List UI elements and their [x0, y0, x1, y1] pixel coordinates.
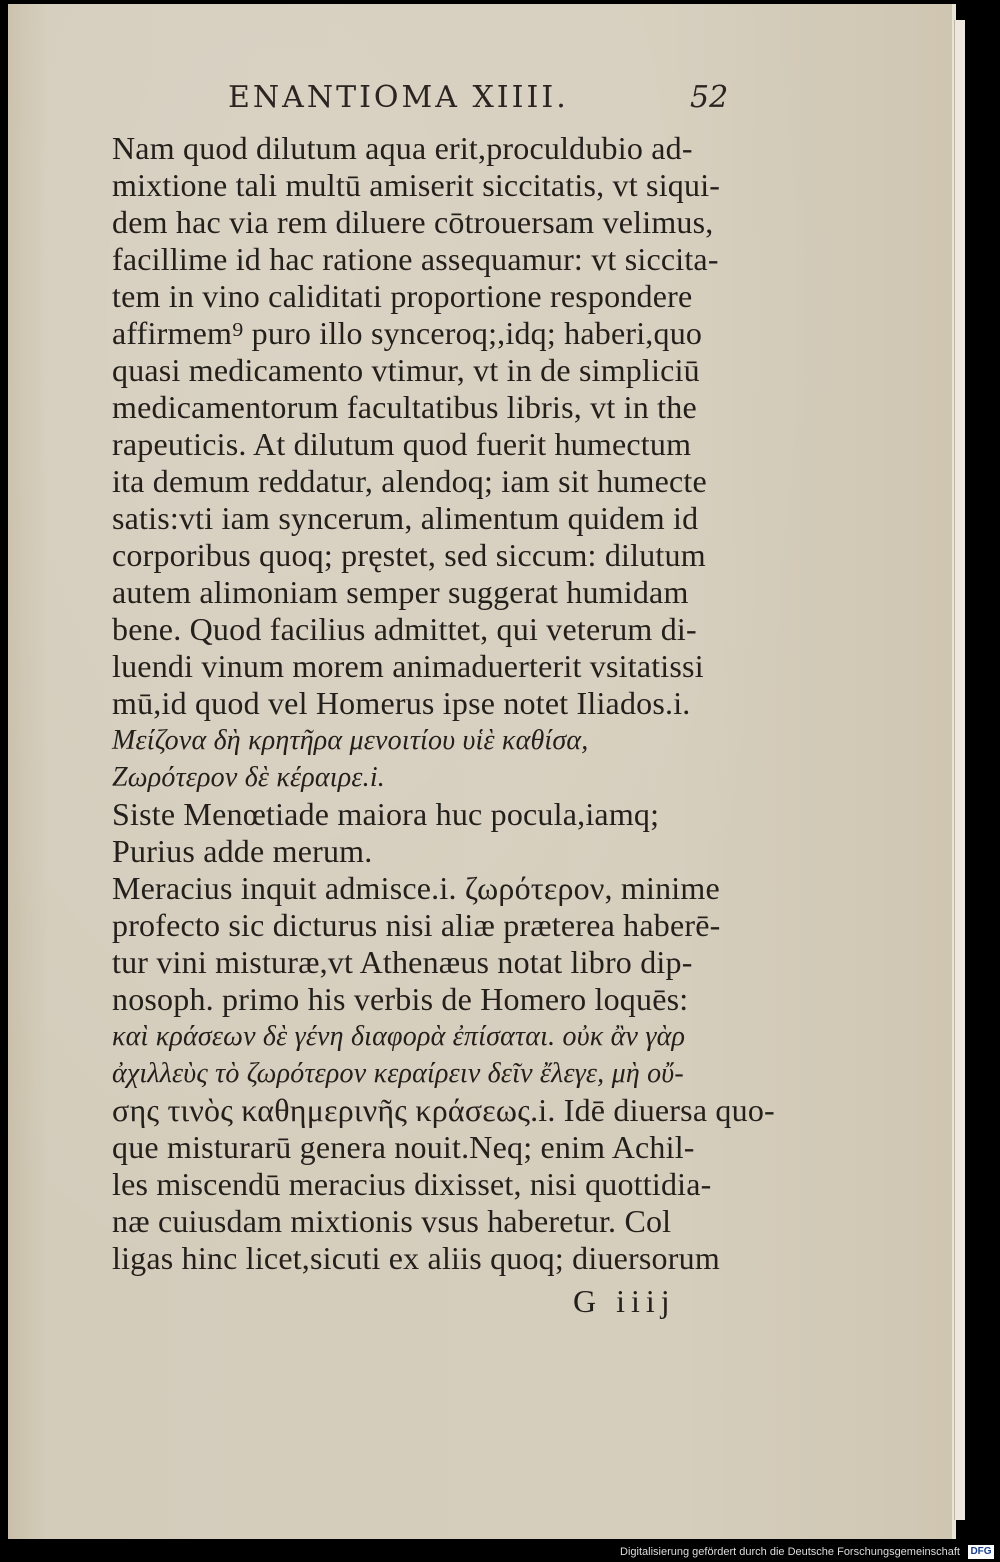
text-line: dem hac via rem diluere cōtrouersam velimus,	[112, 204, 714, 240]
text-line: mixtione tali multū amiserit siccitatis, vt siqui-	[112, 167, 721, 203]
text-line: Meracius inquit admisce.i. ζωρότερον, minime	[112, 870, 720, 906]
text-line: satis:vti iam syncerum, alimentum quidem id	[112, 500, 699, 536]
text-line: tem in vino caliditati proportione respondere	[112, 278, 693, 314]
text-line: ita demum reddatur, alendoq; iam sit humecte	[112, 463, 707, 499]
text-line: les miscendū meracius dixisset, nisi quottidia-	[112, 1166, 712, 1202]
text-line: Nam quod dilutum aqua erit,proculdubio ad-	[112, 130, 693, 166]
text-line: que misturarū genera nouit.Neq; enim Achil-	[112, 1129, 695, 1165]
greek-quote-line: ἀχιλλεὺς τὸ ζωρότερον κεραίρειν δεῖν ἔλεγε, μὴ οὔ-	[112, 1058, 684, 1089]
text-line: tur vini misturæ,vt Athenæus notat libro dip-	[112, 944, 693, 980]
text-line: Purius adde merum.	[112, 833, 373, 869]
dfg-logo: DFG	[968, 1545, 994, 1559]
greek-quote-line: καὶ κράσεων δὲ γένη διαφορὰ ἐπίσαται. οὐκ ἂν γὰρ	[112, 1021, 686, 1052]
text-line: rapeuticis. At dilutum quod fuerit humectum	[112, 426, 692, 462]
text-line: profecto sic dicturus nisi aliæ præterea haberē-	[112, 907, 721, 943]
signature-mark: G iiij	[573, 1283, 676, 1319]
text-line: affirmem⁹ puro illo synceroq;,idq; haberi,quo	[112, 315, 703, 351]
text-line: corporibus quoq; pręstet, sed siccum: dilutum	[112, 537, 706, 573]
body-text	[112, 130, 792, 1277]
text-line: quasi medicamento vtimur, vt in de simpliciū	[112, 352, 700, 388]
text-line: mū,id quod vel Homerus ipse notet Iliados.i.	[112, 685, 691, 721]
text-line: σης τινὸς καθημερινῆς κράσεως.i. Idē diuersa quo-	[112, 1092, 775, 1128]
folio-number: 52	[690, 80, 729, 115]
text-line: næ cuiusdam mixtionis vsus haberetur. Col	[112, 1203, 672, 1239]
text-line: facillime id hac ratione assequamur: vt siccita-	[112, 241, 719, 277]
text-line: Siste Menœtiade maiora huc pocula,iamq;	[112, 796, 660, 832]
text-line: autem alimoniam semper suggerat humidam	[112, 574, 689, 610]
text-line: ligas hinc licet,sicuti ex aliis quoq; diuersorum	[112, 1240, 720, 1276]
page-edge	[954, 20, 965, 1520]
text-line: medicamentorum facultatibus libris, vt in the	[112, 389, 697, 425]
text-line: bene. Quod facilius admittet, qui veterum di-	[112, 611, 697, 647]
greek-verse-line: Μείζονα δὴ κρητῆρα μενοιτίου υἱὲ καθίσα,	[112, 725, 589, 756]
footer-credit: Digitalisierung gefördert durch die Deutsche Forschungsgemeinschaft	[620, 1546, 960, 1558]
running-head: ENANTIOMA XIIII.	[228, 80, 569, 115]
text-line: luendi vinum morem animaduerterit vsitatissi	[112, 648, 704, 684]
text-line: nosoph. primo his verbis de Homero loquēs:	[112, 981, 689, 1017]
greek-verse-line: Ζωρότερον δὲ κέραιρε.i.	[112, 762, 385, 793]
